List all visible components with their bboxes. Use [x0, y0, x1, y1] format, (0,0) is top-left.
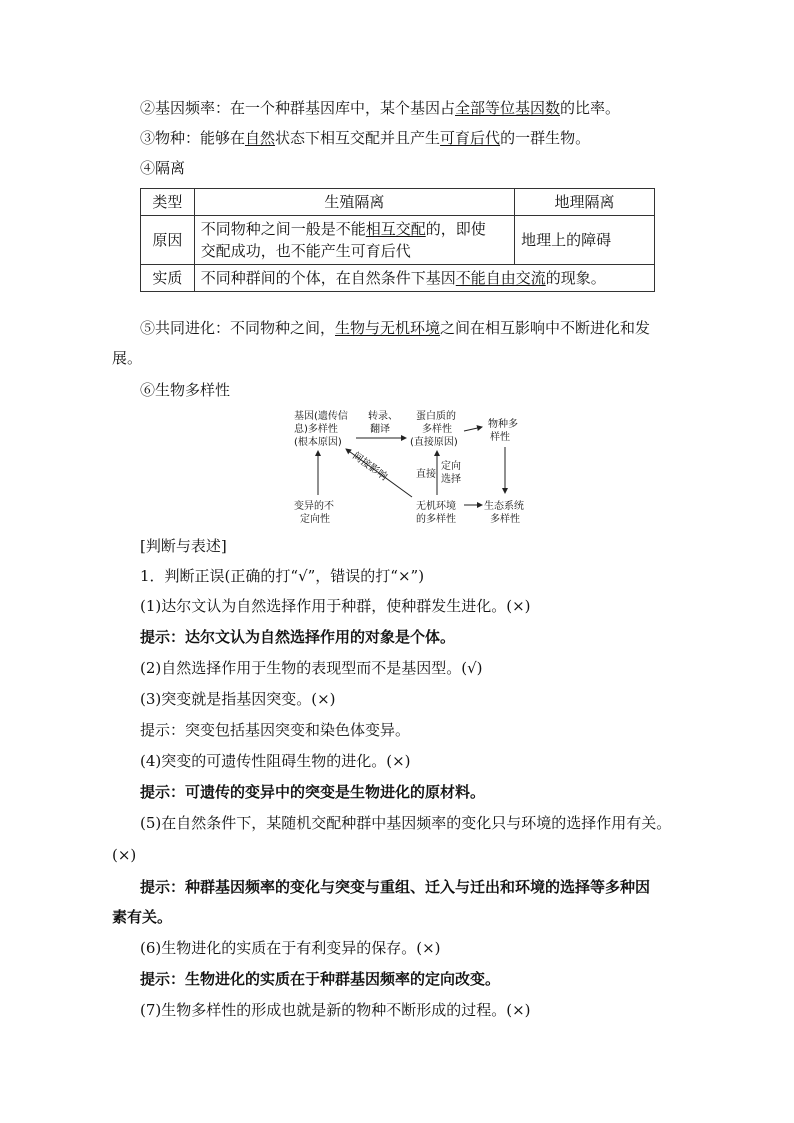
protein-diversity-label: 蛋白质的: [416, 411, 456, 422]
text-segment: 之间在相互影响中不断进化和发: [440, 319, 651, 337]
table-cell: [194, 265, 654, 292]
item-gene-frequency: [140, 98, 620, 118]
text-segment: 的现象。: [545, 269, 606, 287]
isolation-table: [140, 188, 655, 292]
table-header-cell: 地理隔离: [515, 189, 655, 216]
hint-6: 提示：生物进化的实质在于种群基因频率的定向改变。: [140, 970, 501, 988]
text-segment: 的，即使: [425, 220, 486, 238]
item-isolation-title: ④隔离: [140, 159, 186, 177]
table-cell: 地理上的障碍: [515, 216, 655, 265]
item-coevolution: [140, 318, 650, 338]
text-segment: 交配成功，也不能产生可育后代: [200, 242, 411, 260]
statement-3: (3)突变就是指基因突变。(×): [140, 690, 336, 708]
underlined-term: 可育后代: [440, 129, 501, 147]
table-cell: [194, 216, 514, 265]
row-label: 原因: [141, 216, 195, 265]
statement-7: (7)生物多样性的形成也就是新的物种不断形成的过程。(×): [140, 1001, 531, 1019]
species-diversity-label: 物种多: [488, 419, 518, 430]
hint-3: 提示：突变包括基因突变和染色体变异。: [140, 721, 411, 739]
table-row: [141, 216, 655, 265]
gene-diversity-label: (根本原因): [294, 437, 342, 448]
item-species: [140, 128, 590, 148]
underlined-term: 生物与无机环境: [335, 319, 441, 337]
statement-2: (2)自然选择作用于生物的表现型而不是基因型。(√): [140, 659, 483, 677]
table-header-cell: 生殖隔离: [194, 189, 514, 216]
direct-label: 直接: [416, 469, 436, 480]
question-1-title: 1．判断正误(正确的打“√”，错误的打“×”): [140, 567, 425, 585]
text-segment: 不同物种之间一般是不能: [200, 220, 366, 238]
transcribe-label: 转录、: [368, 411, 398, 422]
protein-diversity-label: 多样性: [422, 424, 452, 435]
hint-5: 提示：种群基因频率的变化与突变与重组、迁入与迁出和环境的选择等多种因: [140, 878, 651, 896]
text-segment: ②基因频率：在一个种群基因库中，某个基因占: [140, 99, 456, 117]
underlined-term: 全部等位基因数: [455, 99, 561, 117]
variation-label: 定向性: [300, 514, 330, 525]
variation-label: 变异的不: [294, 501, 334, 512]
table-row: [141, 265, 655, 292]
table-row: [141, 189, 655, 216]
select-label: 定向: [441, 461, 461, 472]
protein-diversity-label: (直接原因): [410, 437, 458, 448]
hint-4: 提示：可遗传的变异中的突变是生物进化的原材料。: [140, 783, 486, 801]
gene-diversity-label: 息)多样性: [294, 424, 338, 435]
item-diversity-title: ⑥生物多样性: [140, 381, 231, 399]
statement-5: (5)在自然条件下，某随机交配种群中基因频率的变化只与环境的选择作用有关。: [140, 814, 672, 832]
biodiversity-diagram: [280, 405, 540, 530]
statement-6: (6)生物进化的实质在于有利变异的保存。(×): [140, 939, 441, 957]
underlined-term: 自然: [245, 129, 276, 147]
text-segment: 不同种群间的个体，在自然条件下基因: [200, 269, 456, 287]
environment-diversity-label: 无机环境: [416, 501, 456, 512]
table-header-cell: 类型: [141, 189, 195, 216]
text-segment: 的一群生物。: [500, 129, 591, 147]
underlined-term: 相互交配: [365, 220, 426, 238]
select-label: 选择: [441, 474, 461, 485]
item-coevolution-cont: 展。: [112, 349, 143, 367]
indirect-label: 间接影响: [350, 450, 390, 483]
text-segment: ③物种：能够在: [140, 129, 246, 147]
statement-4: (4)突变的可遗传性阻碍生物的进化。(×): [140, 752, 411, 770]
ecosystem-diversity-label: 生态系统: [484, 501, 524, 512]
environment-diversity-label: 的多样性: [416, 514, 456, 525]
statement-1: (1)达尔文认为自然选择作用于种群，使种群发生进化。(×): [140, 597, 531, 615]
transcribe-label: 翻译: [370, 424, 390, 435]
judge-section-title: [判断与表述]: [140, 537, 227, 555]
statement-5-cont: (×): [112, 846, 137, 864]
species-diversity-label: 样性: [490, 432, 510, 443]
text-segment: 的比率。: [560, 99, 621, 117]
row-label: 实质: [141, 265, 195, 292]
arrow-protein-to-species: [464, 427, 482, 431]
gene-diversity-label: 基因(遗传信: [294, 411, 348, 422]
text-segment: 状态下相互交配并且产生: [275, 129, 441, 147]
ecosystem-diversity-label: 多样性: [490, 514, 520, 525]
hint-5-cont: 素有关。: [112, 908, 173, 926]
hint-1: 提示：达尔文认为自然选择作用的对象是个体。: [140, 628, 456, 646]
underlined-term: 不能自由交流: [455, 269, 546, 287]
text-segment: ⑤共同进化：不同物种之间，: [140, 319, 336, 337]
